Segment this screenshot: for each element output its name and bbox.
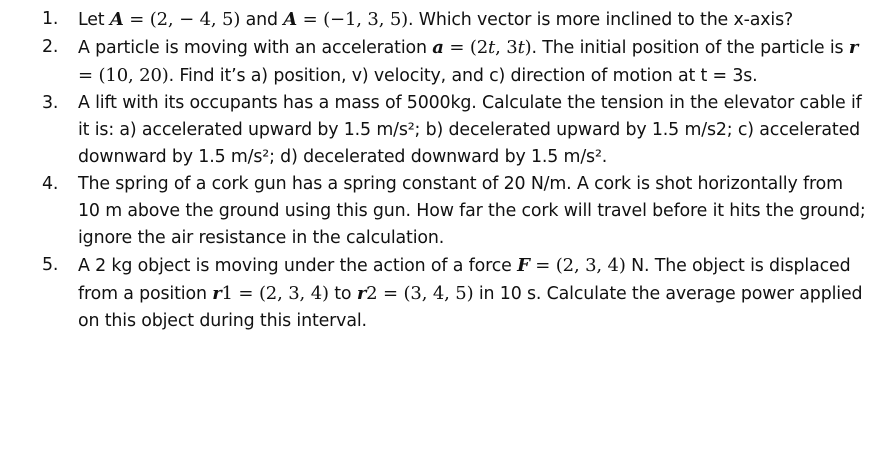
vector-subscript: 2 [366,283,378,304]
problem-text: Let [78,10,110,30]
problem-text: A 2 kg object is moving under the action of a force [78,256,518,276]
problem-text: . Find it’s a) position, v) velocity, and c) direction of motion at t = 3s. [168,66,758,86]
problem-text: A particle is moving with an acceleration [78,38,433,58]
vector-value: (2, 3, 4) [258,283,329,304]
vector-value: (−1, 3, 5) [323,9,409,30]
equals-sign: = [443,37,470,58]
vector-value: (2t, 3t) [469,37,532,58]
vector-symbol: r [356,283,367,304]
vector-value: (3, 4, 5) [403,283,474,304]
vector-symbol: A [109,9,124,30]
problem-number: 3. [42,93,59,113]
problem-text: A lift with its occupants has a mass of 5000kg. Calculate the tension in the elevator cable if it is: a) accelerated upward by 1.5 m/s²; b) decelerated upward by 1.5 m/s2; c) accelerated downward by 1.5 m/s²; d) decelerated downward by 1.5 m/s². [78,93,862,167]
vector-value: (2, − 4, 5) [149,9,241,30]
vector-symbol: F [517,255,530,276]
problem-number: 4. [42,174,59,194]
vector-symbol: r [212,283,222,304]
problem-5 [42,252,868,335]
problem-2 [42,34,868,90]
vector-symbol: r [848,37,859,58]
vector-value: (2, 3, 4) [555,255,626,276]
problem-text: . Which vector is more inclined to the x-axis? [408,10,794,30]
equals-sign: = [297,9,324,30]
problem-text: and [240,10,284,30]
problem-number: 1. [42,9,59,29]
problem-text: to [328,284,357,304]
problem-text: . The initial position of the particle is [531,38,849,58]
vector-symbol: A [283,9,298,30]
problem-3 [42,90,868,171]
equals-sign: = [123,9,150,30]
equals-sign: = [377,283,404,304]
problem-1 [42,6,868,34]
vector-symbol: a [432,37,444,58]
problem-text: The spring of a cork gun has a spring constant of 20 N/m. A cork is shot horizontally from 10 m above the ground using this gun. How far the cork will travel before it hits the ground; ignore the air resistance in the calculation. [78,174,866,248]
problem-4 [42,171,868,252]
problem-text: N. The object is displaced from a position [78,256,851,304]
problem-number: 2. [42,37,59,57]
problem-list [42,6,868,335]
equals-sign: = [78,65,99,86]
vector-value: (10, 20) [98,65,169,86]
vector-subscript: 1 [221,283,233,304]
problem-number: 5. [42,255,59,275]
equals-sign: = [529,255,556,276]
problem-text: in 10 s. Calculate the average power applied on this object during this interval. [78,284,863,331]
equals-sign: = [232,283,259,304]
